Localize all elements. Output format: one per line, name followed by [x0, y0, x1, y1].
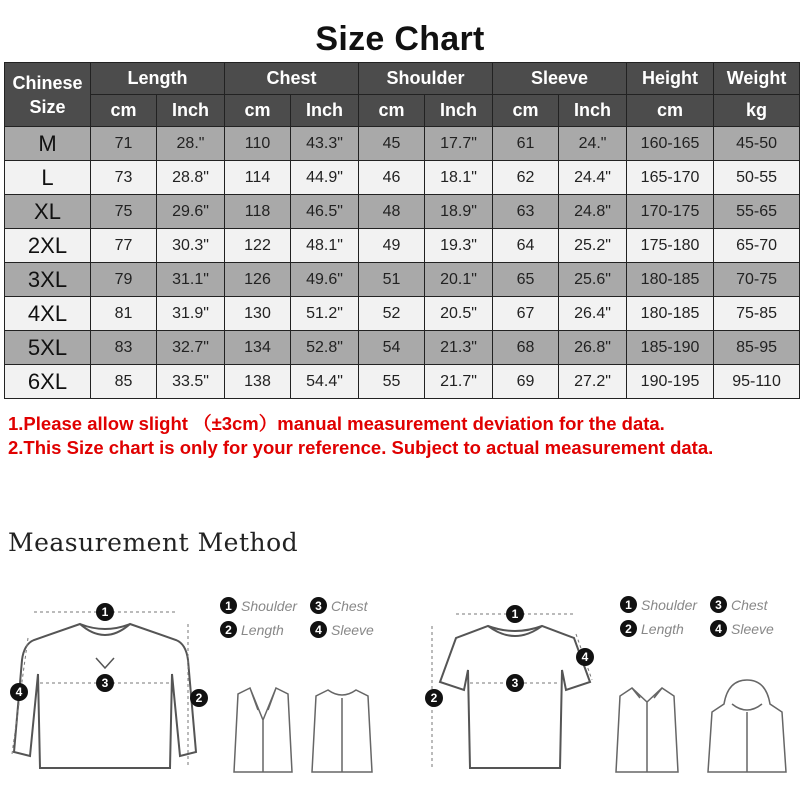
cell-size: 2XL [5, 229, 91, 263]
legend-number-icon: 1 [220, 597, 237, 614]
cell-length-cm: 79 [91, 263, 157, 297]
cell-weight-kg: 70-75 [714, 263, 800, 297]
size-chart-table [4, 62, 800, 399]
legend-number-icon: 1 [620, 596, 637, 613]
cell-height-cm: 175-180 [627, 229, 714, 263]
cell-shoulder-inch: 20.1" [425, 263, 493, 297]
marker-3-left-label: 3 [101, 676, 109, 690]
cell-chest-cm: 134 [225, 331, 291, 365]
header-shoulder: Shoulder [359, 63, 493, 95]
legend-right-length [620, 620, 684, 637]
unit-chest-cm: cm [225, 95, 291, 127]
marker-1-left-label: 1 [101, 605, 109, 619]
note-reference: 2.This Size chart is only for your reference. Subject to actual measurement data. [8, 437, 714, 458]
cell-chest-cm: 118 [225, 195, 291, 229]
cell-sleeve-cm: 67 [493, 297, 559, 331]
t-shirt-outline [440, 626, 590, 768]
unit-chest-inch: Inch [291, 95, 359, 127]
cell-length-cm: 73 [91, 161, 157, 195]
cell-size: 5XL [5, 331, 91, 365]
legend-number-icon: 2 [620, 620, 637, 637]
legend-label: Sleeve [731, 620, 774, 637]
legend-left-chest [310, 597, 368, 614]
cell-shoulder-cm: 52 [359, 297, 425, 331]
unit-shoulder-inch: Inch [425, 95, 493, 127]
legend-number-icon: 4 [310, 621, 327, 638]
measurement-method-title: Measurement Method [8, 528, 299, 557]
legend-left-shoulder [220, 597, 297, 614]
long-sleeve-shirt-diagram [0, 570, 215, 782]
legend-number-icon: 4 [710, 620, 727, 637]
cell-sleeve-cm: 68 [493, 331, 559, 365]
jacket-icons-left [228, 680, 388, 780]
cell-sleeve-cm: 63 [493, 195, 559, 229]
cell-shoulder-inch: 19.3" [425, 229, 493, 263]
cell-size: M [5, 127, 91, 161]
cell-sleeve-cm: 62 [493, 161, 559, 195]
cell-shoulder-cm: 48 [359, 195, 425, 229]
table-row [5, 263, 800, 297]
header-sleeve: Sleeve [493, 63, 627, 95]
legend-label: Chest [331, 597, 368, 614]
cell-shoulder-inch: 21.3" [425, 331, 493, 365]
cell-height-cm: 165-170 [627, 161, 714, 195]
size-chart-title: Size Chart [315, 20, 485, 58]
header-size-line2: Size [29, 96, 66, 117]
table-row [5, 297, 800, 331]
cell-size: XL [5, 195, 91, 229]
unit-sleeve-cm: cm [493, 95, 559, 127]
cell-sleeve-cm: 65 [493, 263, 559, 297]
shirt-icon [616, 688, 678, 772]
legend-label: Shoulder [641, 596, 698, 613]
cell-weight-kg: 55-65 [714, 195, 800, 229]
cell-sleeve-inch: 26.8" [559, 331, 627, 365]
cell-shoulder-cm: 46 [359, 161, 425, 195]
header-chinese-size [5, 63, 91, 127]
cell-length-inch: 32.7" [157, 331, 225, 365]
marker-4-right-label: 4 [581, 650, 589, 664]
cell-shoulder-inch: 18.1" [425, 161, 493, 195]
cell-height-cm: 160-165 [627, 127, 714, 161]
cell-size: 4XL [5, 297, 91, 331]
cell-chest-cm: 122 [225, 229, 291, 263]
legend-number-icon: 2 [220, 621, 237, 638]
cell-sleeve-cm: 61 [493, 127, 559, 161]
cell-length-inch: 30.3" [157, 229, 225, 263]
cell-sleeve-inch: 24.4" [559, 161, 627, 195]
cell-height-cm: 185-190 [627, 331, 714, 365]
cell-length-cm: 85 [91, 365, 157, 399]
cell-weight-kg: 95-110 [714, 365, 800, 399]
header-weight: Weight [714, 63, 800, 95]
legend-number-icon: 3 [710, 596, 727, 613]
cell-chest-cm: 130 [225, 297, 291, 331]
cell-size: 6XL [5, 365, 91, 399]
cell-sleeve-cm: 64 [493, 229, 559, 263]
table-row [5, 161, 800, 195]
legend-label: Length [641, 620, 684, 637]
cell-length-inch: 33.5" [157, 365, 225, 399]
unit-length-inch: Inch [157, 95, 225, 127]
marker-4-left-label: 4 [15, 685, 23, 699]
cell-sleeve-cm: 69 [493, 365, 559, 399]
cell-length-cm: 81 [91, 297, 157, 331]
cell-shoulder-inch: 20.5" [425, 297, 493, 331]
cell-weight-kg: 45-50 [714, 127, 800, 161]
legend-left [220, 597, 400, 639]
legend-label: Sleeve [331, 621, 374, 638]
unit-height-cm: cm [627, 95, 714, 127]
cell-shoulder-inch: 18.9" [425, 195, 493, 229]
header-size-line1: Chinese [12, 72, 83, 93]
cell-shoulder-inch: 17.7" [425, 127, 493, 161]
legend-left-length [220, 621, 284, 638]
legend-left-sleeve [310, 621, 374, 638]
cell-length-inch: 31.1" [157, 263, 225, 297]
cell-length-inch: 31.9" [157, 297, 225, 331]
legend-right [620, 596, 800, 638]
size-table-body [5, 127, 800, 399]
cell-height-cm: 180-185 [627, 263, 714, 297]
header-chest: Chest [225, 63, 359, 95]
marker-2-right-label: 2 [430, 691, 438, 705]
cell-length-cm: 77 [91, 229, 157, 263]
cell-chest-inch: 44.9" [291, 161, 359, 195]
table-row [5, 195, 800, 229]
cell-chest-cm: 126 [225, 263, 291, 297]
unit-weight-kg: kg [714, 95, 800, 127]
cell-sleeve-inch: 25.6" [559, 263, 627, 297]
cell-weight-kg: 50-55 [714, 161, 800, 195]
cell-shoulder-cm: 51 [359, 263, 425, 297]
legend-number-icon: 3 [310, 597, 327, 614]
cell-shoulder-cm: 55 [359, 365, 425, 399]
zip-jacket-icon [312, 690, 372, 772]
unit-length-cm: cm [91, 95, 157, 127]
cell-sleeve-inch: 24." [559, 127, 627, 161]
unit-shoulder-cm: cm [359, 95, 425, 127]
cell-length-inch: 28.8" [157, 161, 225, 195]
cell-chest-cm: 110 [225, 127, 291, 161]
cell-length-cm: 83 [91, 331, 157, 365]
cell-weight-kg: 75-85 [714, 297, 800, 331]
cell-length-inch: 29.6" [157, 195, 225, 229]
note-deviation: 1.Please allow slight （±3cm）manual measurement deviation for the data. [8, 413, 665, 434]
table-row [5, 331, 800, 365]
unit-sleeve-inch: Inch [559, 95, 627, 127]
cell-height-cm: 180-185 [627, 297, 714, 331]
legend-right-shoulder [620, 596, 697, 613]
long-sleeve-shirt-outline [14, 624, 196, 768]
table-row [5, 365, 800, 399]
cell-height-cm: 170-175 [627, 195, 714, 229]
jacket-icons-right [612, 676, 792, 780]
legend-label: Chest [731, 596, 768, 613]
t-shirt-diagram [420, 570, 610, 782]
cell-height-cm: 190-195 [627, 365, 714, 399]
cell-chest-inch: 54.4" [291, 365, 359, 399]
hoodie-icon [708, 680, 786, 772]
legend-label: Shoulder [241, 597, 298, 614]
cell-weight-kg: 65-70 [714, 229, 800, 263]
cell-chest-inch: 49.6" [291, 263, 359, 297]
cell-chest-inch: 46.5" [291, 195, 359, 229]
cell-length-inch: 28." [157, 127, 225, 161]
cell-size: 3XL [5, 263, 91, 297]
header-height: Height [627, 63, 714, 95]
cell-length-cm: 71 [91, 127, 157, 161]
cell-shoulder-cm: 45 [359, 127, 425, 161]
cell-chest-cm: 114 [225, 161, 291, 195]
cell-chest-inch: 43.3" [291, 127, 359, 161]
cell-shoulder-inch: 21.7" [425, 365, 493, 399]
cell-chest-cm: 138 [225, 365, 291, 399]
cell-shoulder-cm: 49 [359, 229, 425, 263]
cell-sleeve-inch: 27.2" [559, 365, 627, 399]
legend-right-sleeve [710, 620, 774, 637]
cell-chest-inch: 48.1" [291, 229, 359, 263]
legend-right-chest [710, 596, 768, 613]
cell-sleeve-inch: 25.2" [559, 229, 627, 263]
cell-shoulder-cm: 54 [359, 331, 425, 365]
cell-sleeve-inch: 26.4" [559, 297, 627, 331]
marker-2-left-label: 2 [195, 691, 203, 705]
table-row [5, 127, 800, 161]
table-row [5, 229, 800, 263]
cell-sleeve-inch: 24.8" [559, 195, 627, 229]
cell-chest-inch: 51.2" [291, 297, 359, 331]
header-length: Length [91, 63, 225, 95]
marker-3-right-label: 3 [511, 676, 519, 690]
cell-weight-kg: 85-95 [714, 331, 800, 365]
legend-label: Length [241, 621, 284, 638]
marker-1-right-label: 1 [511, 607, 519, 621]
suit-jacket-icon [234, 688, 292, 772]
cell-size: L [5, 161, 91, 195]
cell-length-cm: 75 [91, 195, 157, 229]
cell-chest-inch: 52.8" [291, 331, 359, 365]
